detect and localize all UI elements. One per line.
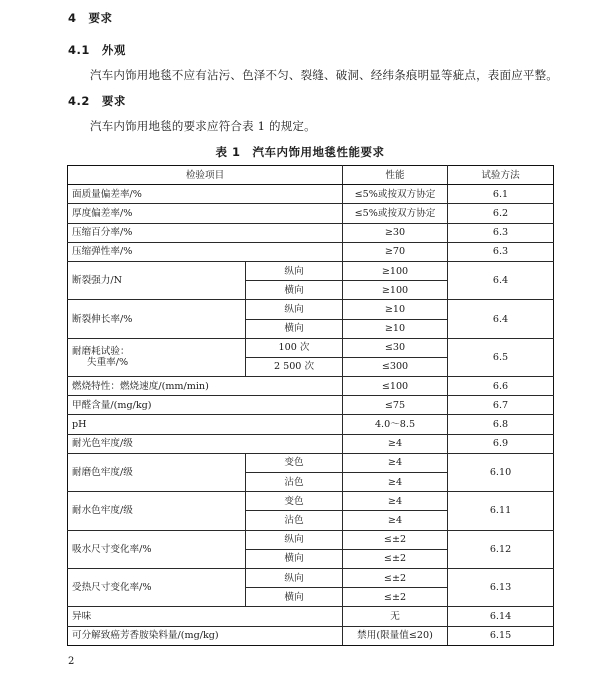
method-cell: 6.5	[448, 338, 554, 376]
subitem-cell: 纵向	[246, 300, 343, 319]
performance-cell: 无	[343, 607, 448, 626]
page-number: 2	[68, 656, 75, 667]
item-label: 受热尺寸变化率/%	[72, 582, 152, 594]
table-row	[68, 204, 554, 223]
table-row	[68, 185, 554, 204]
item-label: 断裂伸长率/%	[72, 313, 133, 325]
performance-cell: ≤±2	[343, 588, 448, 607]
item-cell	[68, 530, 246, 568]
table-caption: 表 1 汽车内饰用地毯性能要求	[215, 145, 385, 159]
performance-cell: ≥4	[343, 473, 448, 492]
subitem-cell: 变色	[246, 492, 343, 511]
performance-cell: ≥100	[343, 261, 448, 280]
method-cell: 6.10	[448, 453, 554, 491]
item-cell: 燃烧特性：燃烧速度/(mm/min)	[68, 377, 343, 396]
table-row	[68, 568, 554, 587]
performance-cell: ≥10	[343, 300, 448, 319]
subitem-cell: 2 500 次	[246, 357, 343, 376]
table-row	[68, 434, 554, 453]
item-cell	[68, 300, 246, 338]
item-cell	[68, 492, 246, 530]
subitem-cell: 横向	[246, 549, 343, 568]
method-cell: 6.1	[448, 185, 554, 204]
subitem-cell: 纵向	[246, 530, 343, 549]
table-row	[68, 223, 554, 242]
item-cell	[68, 338, 246, 376]
method-cell: 6.12	[448, 530, 554, 568]
performance-cell: ≥4	[343, 453, 448, 472]
item-cell	[68, 261, 246, 299]
table-row	[68, 338, 554, 357]
item-label: 吸水尺寸变化率/%	[72, 543, 152, 555]
subitem-cell: 100 次	[246, 338, 343, 357]
performance-cell: ≤5%或按双方协定	[343, 185, 448, 204]
performance-cell: ≥70	[343, 242, 448, 261]
table-row	[68, 626, 554, 645]
performance-cell: ≥4	[343, 434, 448, 453]
method-cell: 6.15	[448, 626, 554, 645]
subitem-cell: 沾色	[246, 511, 343, 530]
item-cell: 耐光色牢度/级	[68, 434, 343, 453]
table-row	[68, 530, 554, 549]
method-cell: 6.4	[448, 300, 554, 338]
item-cell: 异味	[68, 607, 343, 626]
item-cell: 厚度偏差率/%	[68, 204, 343, 223]
performance-cell: ≤5%或按双方协定	[343, 204, 448, 223]
item-sublabel: 失重率/%	[87, 357, 129, 369]
performance-cell: ≥4	[343, 492, 448, 511]
performance-cell: ≥100	[343, 281, 448, 300]
item-cell: 可分解致癌芳香胺染料量/(mg/kg)	[68, 626, 343, 645]
table-row	[68, 415, 554, 434]
header-item: 检验项目	[68, 166, 343, 185]
performance-cell: ≤75	[343, 396, 448, 415]
item-cell: 甲醛含量/(mg/kg)	[68, 396, 343, 415]
subitem-cell: 纵向	[246, 261, 343, 280]
performance-cell: ≤100	[343, 377, 448, 396]
performance-cell: ≥30	[343, 223, 448, 242]
section-4-1-text: 汽车内饰用地毯不应有沾污、色泽不匀、裂缝、破洞、经纬条痕明显等疵点，表面应平整。	[90, 68, 558, 82]
method-cell: 6.6	[448, 377, 554, 396]
item-label: 耐磨色牢度/级	[72, 467, 133, 478]
table-row	[68, 607, 554, 626]
section-4-2-text: 汽车内饰用地毯的要求应符合表 1 的规定。	[90, 119, 316, 133]
performance-cell: 4.0～8.5	[343, 415, 448, 434]
item-label: 耐水色牢度/级	[72, 505, 133, 517]
item-cell: 压缩百分率/%	[68, 223, 343, 242]
item-label: 断裂强力/N	[72, 275, 123, 287]
table-row	[68, 453, 554, 472]
subitem-cell: 沾色	[246, 473, 343, 492]
table-header-row	[68, 166, 554, 185]
item-cell	[68, 568, 246, 606]
item-cell: 面质量偏差率/%	[68, 185, 343, 204]
performance-cell: ≥4	[343, 511, 448, 530]
method-cell: 6.8	[448, 415, 554, 434]
table-row	[68, 242, 554, 261]
subitem-cell: 横向	[246, 319, 343, 338]
item-cell	[68, 453, 246, 491]
method-cell: 6.3	[448, 223, 554, 242]
subitem-cell: 变色	[246, 453, 343, 472]
subitem-cell: 横向	[246, 588, 343, 607]
performance-cell: ≤300	[343, 357, 448, 376]
requirements-table	[67, 165, 554, 646]
performance-cell: ≤±2	[343, 549, 448, 568]
item-label: 耐磨耗试验：	[72, 346, 130, 358]
performance-cell: ≥10	[343, 319, 448, 338]
performance-cell: ≤±2	[343, 568, 448, 587]
performance-cell: ≤30	[343, 338, 448, 357]
table-row	[68, 300, 554, 319]
method-cell: 6.4	[448, 261, 554, 299]
subitem-cell: 纵向	[246, 568, 343, 587]
subitem-cell: 横向	[246, 281, 343, 300]
table-row	[68, 396, 554, 415]
item-cell: 压缩弹性率/%	[68, 242, 343, 261]
method-cell: 6.11	[448, 492, 554, 530]
section-4-2-title: 4.2 要求	[68, 94, 126, 108]
header-performance: 性能	[343, 166, 448, 185]
method-cell: 6.9	[448, 434, 554, 453]
method-cell: 6.2	[448, 204, 554, 223]
table-row	[68, 492, 554, 511]
section-4-1-title: 4.1 外观	[68, 43, 126, 57]
method-cell: 6.3	[448, 242, 554, 261]
header-method: 试验方法	[448, 166, 554, 185]
section-4-title: 4 要求	[68, 11, 113, 25]
table-row	[68, 261, 554, 280]
method-cell: 6.13	[448, 568, 554, 606]
item-cell: pH	[68, 415, 343, 434]
performance-cell: 禁用(限量值≤20)	[343, 626, 448, 645]
method-cell: 6.7	[448, 396, 554, 415]
performance-cell: ≤±2	[343, 530, 448, 549]
table-row	[68, 377, 554, 396]
method-cell: 6.14	[448, 607, 554, 626]
